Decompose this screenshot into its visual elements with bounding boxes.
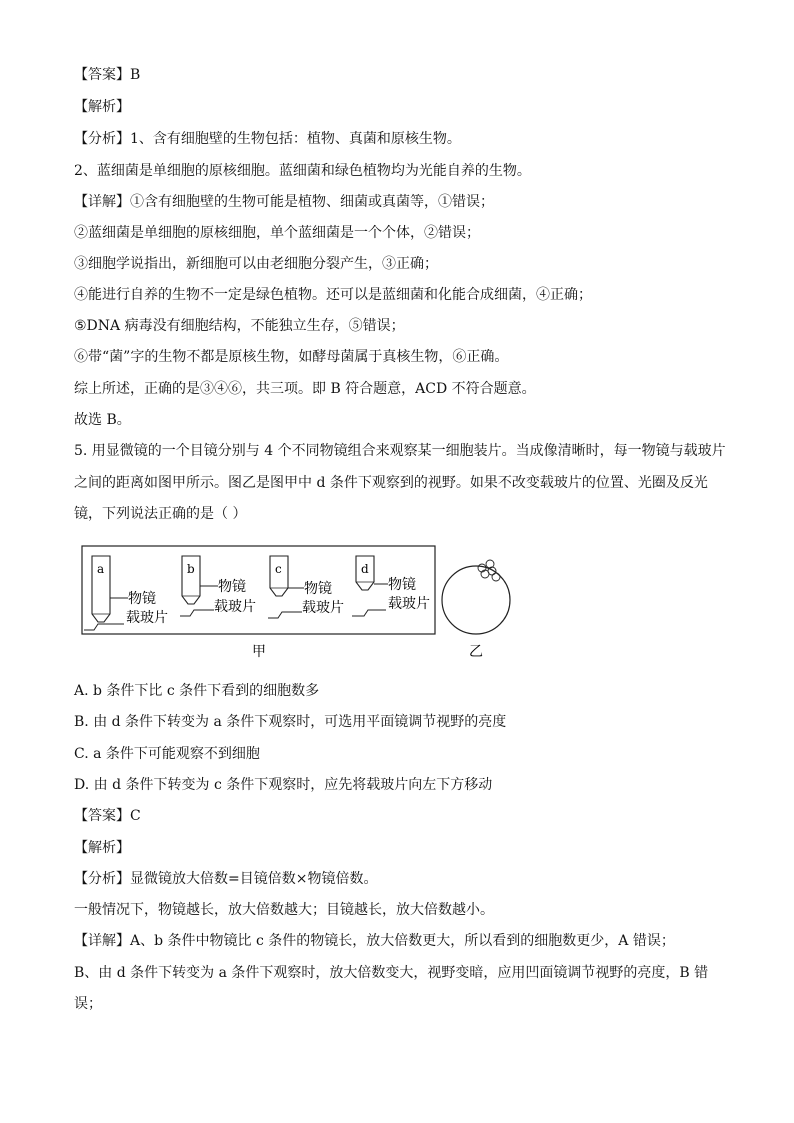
field-of-view-yi [442,560,510,634]
text-line: ④能进行自养的生物不一定是绿色植物。还可以是蓝细菌和化能合成细菌，④正确； [74,287,592,303]
objective-a [84,556,168,630]
text-line: 【详解】A、b 条件中物镜比 c 条件的物镜长，放大倍数更大，所以看到的细胞数更少，A 错误； [74,933,675,949]
text-line: 【分析】1、含有细胞壁的生物包括：植物、真菌和原核生物。 [74,131,461,147]
text-line: 2、蓝细菌是单细胞的原核细胞。蓝细菌和绿色植物均为光能自养的生物。 [74,163,531,179]
objective-label: 物镜 [304,581,332,597]
question-line: 5. 用显微镜的一个目镜分别与 4 个不同物镜组合来观察某一细胞装片。当成像清晰时，每一物镜与载玻片 [74,443,726,459]
objective-label: 物镜 [128,591,156,607]
text-line: 误； [74,996,102,1012]
objective-letter: c [275,562,282,576]
slide-label: 载玻片 [302,600,344,616]
answer-line: 【答案】B [74,67,141,83]
text-line: 一般情况下，物镜越长，放大倍数越大；目镜越长，放大倍数越小。 [74,902,494,918]
figure-svg [80,544,520,664]
caption-yi: 乙 [469,644,483,660]
slide-label: 载玻片 [214,599,256,615]
text-line: 【分析】显微镜放大倍数=目镜倍数×物镜倍数。 [74,871,378,887]
text-line: 故选 B。 [74,412,131,428]
cell [486,560,494,568]
objective-c [268,556,344,618]
answer-line: 【答案】C [74,808,141,824]
objective-letter: a [97,562,105,576]
text-line: ③细胞学说指出，新细胞可以由老细胞分裂产生，③正确； [74,256,438,272]
objective-d [352,556,430,616]
text-line: ⑤DNA 病毒没有细胞结构，不能独立生存，⑤错误； [74,318,405,334]
question-line: 之间的距离如图甲所示。图乙是图甲中 d 条件下观察到的视野。如果不改变载玻片的位置、光圈及反光 [74,475,708,491]
option-c: C. a 条件下可能观察不到细胞 [74,746,260,762]
objective-b [180,556,256,616]
slide-label: 载玻片 [126,610,168,626]
objective-letter: b [187,562,195,576]
text-line: ⑥带“菌”字的生物不都是原核生物，如酵母菌属于真核生物，⑥正确。 [74,349,509,365]
slide-label: 载玻片 [388,596,430,612]
objective-letter: d [361,562,369,576]
microscope-figure [80,544,520,668]
question-line: 镜，下列说法正确的是（ ） [74,506,247,522]
objective-label: 物镜 [388,577,416,593]
text-line: 【详解】①含有细胞壁的生物可能是植物、细菌或真菌等，①错误； [74,194,494,210]
text-line: 综上所述，正确的是③④⑥，共三项。即 B 符合题意，ACD 不符合题意。 [74,381,536,397]
text-line: ②蓝细菌是单细胞的原核细胞，单个蓝细菌是一个个体，②错误； [74,225,480,241]
analysis-heading: 【解析】 [74,99,130,115]
caption-jia: 甲 [252,644,266,660]
option-a: A. b 条件下比 c 条件下看到的细胞数多 [74,683,320,699]
analysis-heading: 【解析】 [74,840,130,856]
cell [492,573,500,581]
text-line: B、由 d 条件下转变为 a 条件下观察时，放大倍数变大，视野变暗，应用凹面镜调节视野的亮度，B 错 [74,965,709,981]
option-b: B. 由 d 条件下转变为 a 条件下观察时，可选用平面镜调节视野的亮度 [74,714,507,730]
objective-label: 物镜 [218,579,246,595]
option-d: D. 由 d 条件下转变为 c 条件下观察时，应先将载玻片向左下方移动 [74,777,493,793]
